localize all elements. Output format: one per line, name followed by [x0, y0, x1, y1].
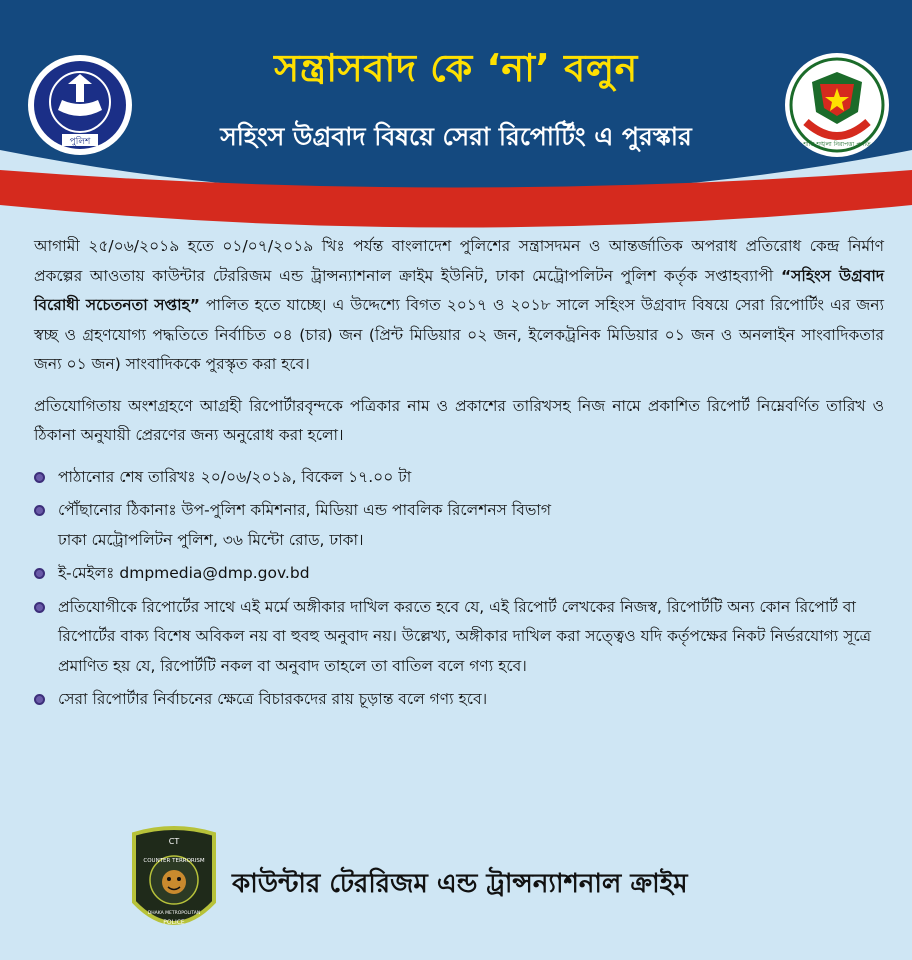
badge-ring-text: COUNTER TERRORISM	[143, 858, 205, 864]
address-line-2: ঢাকা মেট্রোপলিটন পুলিশ, ৩৬ মিন্টো রোড, ঢাকা।	[58, 530, 364, 549]
bullet-icon	[34, 694, 45, 705]
address-line-1: পৌঁছানোর ঠিকানাঃ উপ-পুলিশ কমিশনার, মিডিয়া এন্ড পাবলিক রিলেশনস বিভাগ	[58, 501, 552, 519]
email-link[interactable]: dmpmedia@dmp.gov.bd	[119, 564, 310, 582]
bullet-icon	[34, 602, 45, 613]
list-item-declaration	[34, 593, 884, 682]
deadline-text: পাঠানোর শেষ তারিখঃ ২০/০৬/২০১৯, বিকেল ১৭.০০ টা	[58, 467, 412, 486]
list-item-judges	[34, 685, 884, 715]
bullet-icon	[34, 472, 45, 483]
police-logo	[20, 50, 140, 160]
intro-text-b: পালিত হতে যাচ্ছে। এ উদ্দেশ্যে বিগত ২০১৭ ও ২০১৮ সালে সহিংস উগ্রবাদ বিষয়ে সেরা রিপোর্টিং এর জন্য স্বচ্ছ ও গ্রহণযোগ্য পদ্ধতিতে নির্বাচিত ০৪ (চার) জন (প্রিন্ট মিডিয়ার ০২ জন, ইলেকট্রনিক মিডিয়ার ০১ জন ও অনলাইন সাংবাদিকতার জন্য ০১ জন) সাংবাদিককে পুরস্কৃত করা হবে।	[34, 296, 884, 373]
intro-text-a: আগামী ২৫/০৬/২০১৯ হতে ০১/০৭/২০১৯ খিঃ পর্যন্ত বাংলাদেশ পুলিশের সন্ত্রাসদমন ও আন্তর্জাতিক অপরাধ প্রতিরোধ কেন্দ্র নির্মাণ প্রকল্পের আওতায় কাউন্টার টেররিজম এন্ড ট্রান্সন্যাশনাল ক্রাইম ইউনিট, ঢাকা মেট্রোপলিটন পুলিশ কর্তৃক সপ্তাহব্যাপী	[34, 237, 884, 285]
bullet-icon	[34, 505, 45, 516]
list-item-address	[34, 496, 884, 555]
dmp-logo-motto: শান্তি শৃঙ্খলা নিরাপত্তা প্রগতি	[803, 141, 871, 148]
judges-text: সেরা রিপোর্টার নির্বাচনের ক্ষেত্রে বিচারকদের রায় চূড়ান্ত বলে গণ্য হবে।	[58, 690, 488, 708]
declaration-text: প্রতিযোগীকে রিপোর্টের সাথে এই মর্মে অঙ্গীকার দাখিল করতে হবে যে, এই রিপোর্ট লেখকের নিজস্ব, রিপোর্টটি অন্য কোন রিপোর্ট বা রিপোর্টের বাক্য বিশেষ অবিকল নয় বা হুবহু অনুবাদ নয়। উল্লেখ্য, অঙ্গীকার দাখিল করা সত্ত্বেও যদি কর্তৃপক্ষের নিকট নির্ভরযোগ্য সূত্রে প্রমাণিত হয় যে, রিপোর্টটি নকল বা অনুবাদ তাহলে তা বাতিল বলে গণ্য হবে।	[58, 597, 872, 675]
intro-paragraph	[34, 232, 884, 380]
dmp-logo	[782, 50, 892, 160]
list-item-deadline	[34, 463, 884, 493]
badge-bottom-text: DHAKA METROPOLITAN	[147, 911, 201, 916]
badge-police-text: POLICE	[163, 919, 185, 926]
request-paragraph: প্রতিযোগিতায় অংশগ্রহণে আগ্রহী রিপোর্টারবৃন্দকে পত্রিকার নাম ও প্রকাশের তারিখসহ নিজ নামে প্রকাশিত রিপোর্ট নিম্নেবর্ণিত তারিখ ও ঠিকানা অনুযায়ী প্রেরণের জন্য অনুরোধ করা হলো।	[34, 396, 884, 444]
email-label: ই-মেইলঃ	[58, 564, 115, 582]
bullet-icon	[34, 568, 45, 579]
page-subtitle: সহিংস উগ্রবাদ বিষয়ে সেরা রিপোর্টিং এ পুরস্কার	[220, 122, 692, 151]
police-logo-text: পুলিশ	[69, 137, 91, 147]
page-title: সন্ত্রাসবাদ কে ‘না’ বলুন	[274, 46, 638, 90]
rules-list	[34, 463, 884, 715]
badge-top-text: CT	[168, 837, 180, 846]
footer-org-name: কাউন্টার টেররিজম এন্ড ট্রান্সন্যাশনাল ক্রাইম	[232, 869, 688, 899]
list-item-email	[34, 559, 884, 589]
notice-body	[34, 232, 884, 719]
ct-badge-logo	[124, 822, 224, 944]
awareness-week-title: “সহিংস উগ্রবাদ বিরোধী সচেতনতা সপ্তাহ”	[34, 266, 884, 314]
